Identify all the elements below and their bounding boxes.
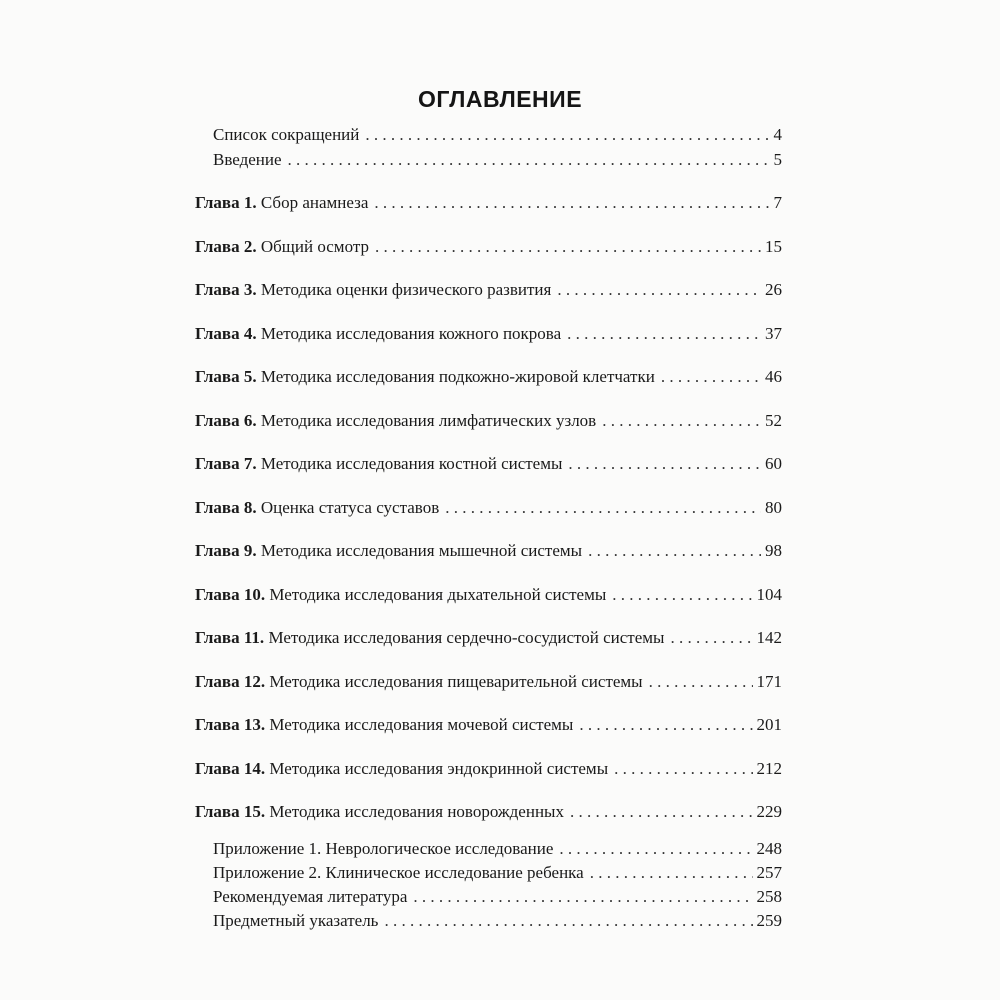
page-number: 248 <box>756 839 782 858</box>
page-number: 60 <box>765 454 782 473</box>
page-title: ОГЛАВЛЕНИЕ <box>417 86 583 112</box>
toc-entry-chapter <box>195 453 782 475</box>
toc-entry-chapter <box>195 714 782 736</box>
chapter-title: Методика исследования сердечно-сосудистой системы <box>264 628 665 647</box>
dot-leader <box>445 497 761 519</box>
dot-leader <box>288 149 770 171</box>
chapter-number: Глава 7. <box>195 454 257 473</box>
page-number: 5 <box>773 150 782 169</box>
toc-entry-chapter <box>195 584 782 606</box>
entry-label: Введение <box>213 150 282 169</box>
dot-leader <box>670 627 752 649</box>
chapter-number: Глава 3. <box>195 280 257 299</box>
dot-leader <box>570 801 753 823</box>
toc-entry-chapter <box>195 366 782 388</box>
toc-entry-chapter <box>195 758 782 780</box>
toc-entry-back-matter <box>213 910 782 932</box>
chapter-title: Методика исследования мочевой системы <box>265 715 574 734</box>
dot-leader <box>374 192 769 214</box>
chapter-title: Общий осмотр <box>256 237 369 256</box>
page-number: 259 <box>756 911 782 930</box>
page-number: 98 <box>765 541 782 560</box>
entry-label <box>195 758 608 780</box>
toc-entry-chapter <box>195 236 782 258</box>
dot-leader <box>588 540 761 562</box>
entry-label <box>195 584 606 606</box>
toc-entry-back-matter <box>213 838 782 860</box>
page-number: 37 <box>765 324 782 343</box>
page-number: 46 <box>765 367 782 386</box>
entry-label: Приложение 2. Клиническое исследование ребенка <box>213 863 584 882</box>
dot-leader <box>579 714 752 736</box>
dot-leader <box>413 886 752 908</box>
entry-label <box>195 366 655 388</box>
toc-entry-chapter <box>195 323 782 345</box>
toc-entry-front-matter <box>213 124 782 146</box>
entry-label <box>195 627 664 649</box>
entry-label: Предметный указатель <box>213 911 379 930</box>
chapter-title: Методика оценки физического развития <box>256 280 552 299</box>
page-number: 212 <box>756 759 782 778</box>
dot-leader <box>568 453 761 475</box>
chapter-number: Глава 15. <box>195 802 266 821</box>
entry-label: Приложение 1. Неврологическое исследование <box>213 839 554 858</box>
page-number: 15 <box>765 237 782 256</box>
entry-label <box>195 714 573 736</box>
dot-leader <box>661 366 761 388</box>
chapter-title: Оценка статуса суставов <box>256 498 440 517</box>
dot-leader <box>612 584 752 606</box>
entry-label <box>195 323 561 345</box>
entry-label <box>195 801 564 823</box>
chapter-number: Глава 2. <box>195 237 257 256</box>
dot-leader <box>602 410 761 432</box>
page-number: 201 <box>756 715 782 734</box>
page-number: 229 <box>756 802 782 821</box>
dot-leader <box>375 236 761 258</box>
chapter-number: Глава 14. <box>195 759 266 778</box>
page-number: 104 <box>756 585 782 604</box>
chapter-title: Сбор анамнеза <box>256 193 369 212</box>
chapter-title: Методика исследования эндокринной системы <box>265 759 609 778</box>
chapter-title: Методика исследования новорожденных <box>265 802 564 821</box>
dot-leader <box>567 323 761 345</box>
entry-label <box>195 540 582 562</box>
dot-leader <box>614 758 752 780</box>
dot-leader <box>365 124 769 146</box>
page-number: 258 <box>756 887 782 906</box>
toc-entry-back-matter <box>213 886 782 908</box>
chapter-number: Глава 11. <box>195 628 265 647</box>
page-number: 80 <box>765 498 782 517</box>
toc-entry-chapter <box>195 410 782 432</box>
entry-label <box>195 497 439 519</box>
entry-label <box>195 671 643 693</box>
chapter-number: Глава 9. <box>195 541 257 560</box>
chapter-number: Глава 1. <box>195 193 257 212</box>
page-number: 4 <box>773 125 782 144</box>
chapter-title: Методика исследования мышечной системы <box>256 541 583 560</box>
chapter-title: Методика исследования дыхательной системы <box>265 585 607 604</box>
page-number: 26 <box>765 280 782 299</box>
entry-label <box>195 192 368 214</box>
entry-label <box>195 279 551 301</box>
toc-entry-chapter <box>195 279 782 301</box>
chapter-number: Глава 10. <box>195 585 266 604</box>
chapter-number: Глава 12. <box>195 672 266 691</box>
chapter-number: Глава 5. <box>195 367 257 386</box>
page-number: 142 <box>756 628 782 647</box>
chapter-title: Методика исследования костной системы <box>256 454 563 473</box>
chapter-title: Методика исследования подкожно-жировой клетчатки <box>256 367 655 386</box>
dot-leader <box>559 838 752 860</box>
chapter-title: Методика исследования лимфатических узлов <box>256 411 597 430</box>
chapter-title: Методика исследования пищеварительной системы <box>265 672 643 691</box>
chapter-number: Глава 6. <box>195 411 257 430</box>
dot-leader <box>649 671 753 693</box>
toc-entry-chapter <box>195 671 782 693</box>
chapter-number: Глава 13. <box>195 715 266 734</box>
page-number: 52 <box>765 411 782 430</box>
toc-entry-chapter <box>195 627 782 649</box>
entry-label <box>195 236 369 258</box>
chapter-title: Методика исследования кожного покрова <box>256 324 562 343</box>
dot-leader <box>590 862 753 884</box>
toc-entry-front-matter <box>213 149 782 171</box>
toc-entry-back-matter <box>213 862 782 884</box>
toc-entry-chapter <box>195 801 782 823</box>
entry-label <box>195 410 596 432</box>
page-number: 171 <box>756 672 782 691</box>
dot-leader <box>384 910 752 932</box>
entry-label <box>195 453 562 475</box>
page-number: 257 <box>756 863 782 882</box>
entry-label: Рекомендуемая литература <box>213 887 408 906</box>
page-number: 7 <box>773 193 782 212</box>
toc-entry-chapter <box>195 497 782 519</box>
toc-entry-chapter <box>195 540 782 562</box>
chapter-number: Глава 8. <box>195 498 257 517</box>
chapter-number: Глава 4. <box>195 324 257 343</box>
toc-entry-chapter <box>195 192 782 214</box>
dot-leader <box>557 279 761 301</box>
entry-label: Список сокращений <box>213 125 360 144</box>
